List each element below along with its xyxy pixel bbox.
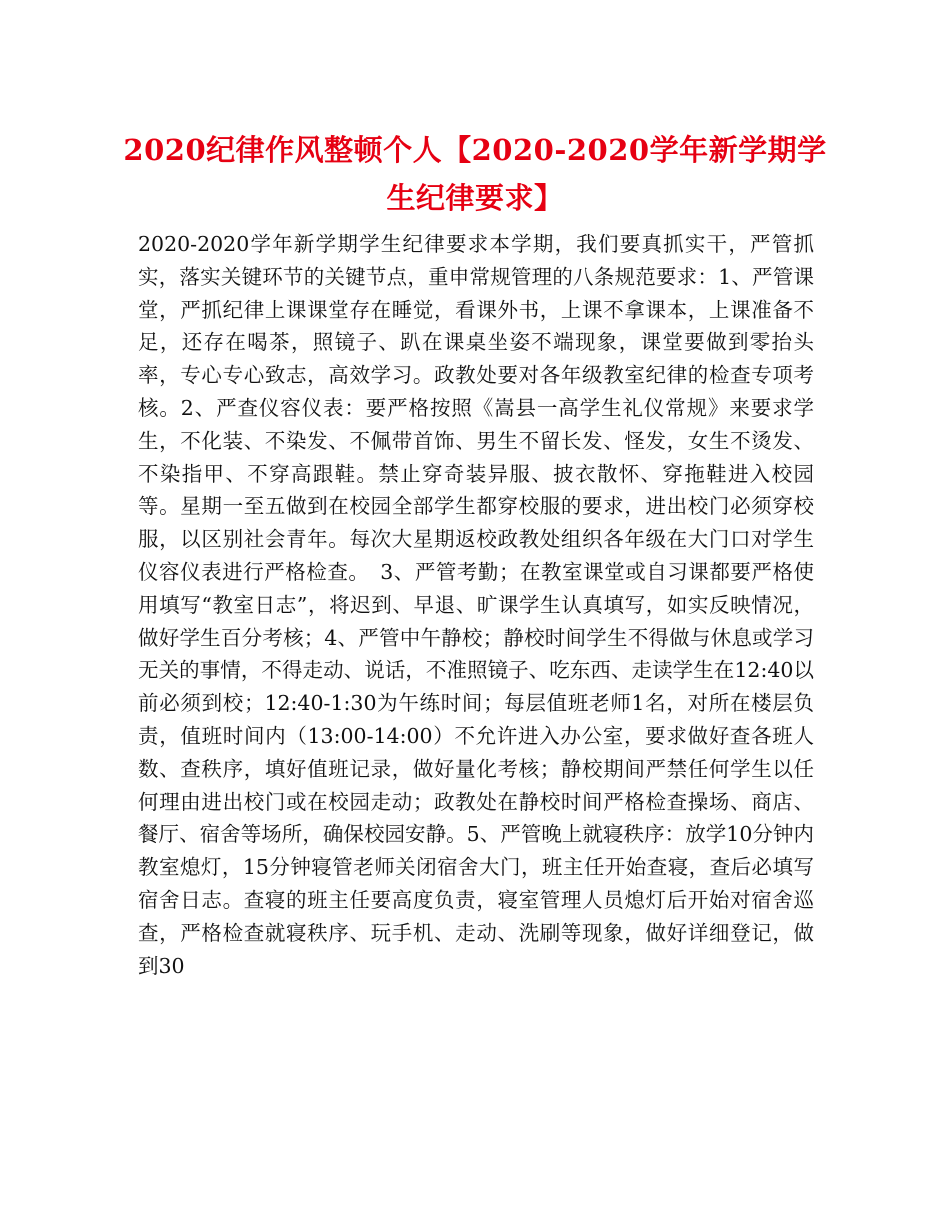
document-title: 2020纪律作风整顿个人【2020-2020学年新学期学生纪律要求】 [123, 133, 827, 215]
document-body: 2020-2020学年新学期学生纪律要求本学期，我们要真抓实干，严管抓实，落实关键环节的关键节点，重申常规管理的八条规范要求：1、严管课堂，严抓纪律上课课堂存在睡觉，看课外书，上课不拿课本，上课准备不足，还存在喝茶，照镜子、趴在课桌坐姿不端现象，课堂要做到零抬头率，专心专心致志，高效学习。政教处要对各年级教室纪律的检查专项考核。2、严查仪容仪表：要严格按照《嵩县一高学生礼仪常规》来要求学生，不化装、不染发、不佩带首饰、男生不留长发、怪发，女生不烫发、不染指甲、不穿高跟鞋。禁止穿奇装异服、披衣散怀、穿拖鞋进入校园等。星期一至五做到在校园全部学生都穿校服的要求，进出校门必须穿校服，以区别社会青年。每次大星期返校政教处组织各年级在大门口对学生仪容仪表进行严格检查。 3、严管考勤；在教室课堂或自习课都要严格使用填写“教室日志”，将迟到、早退、旷课学生认真填写，如实反映情况，做好学生百分考核；4、严管中午静校；静校时间学生不得做与休息或学习无关的事情，不得走动、说话，不准照镜子、吃东西、走读学生在12:40以前必须到校；12:40-1:30为午练时间；每层值班老师1名，对所在楼层负责，值班时间内（13:00-14:00）不允许进入办公室，要求做好查各班人数、查秩序，填好值班记录，做好量化考核；静校期间严禁任何学生以任何理由进出校门或在校园走动；政教处在静校时间严格检查操场、商店、餐厅、宿舍等场所，确保校园安静。5、严管晚上就寝秩序：放学10分钟内教室熄灯，15分钟寝管老师关闭宿舍大门，班主任开始查寝，查后必填写宿舍日志。查寝的班主任要高度负责，寝室管理人员熄灯后开始对宿舍巡查，严格检查就寝秩序、玩手机、走动、洗刷等现象，做好详细登记，做到30 [138, 232, 814, 978]
